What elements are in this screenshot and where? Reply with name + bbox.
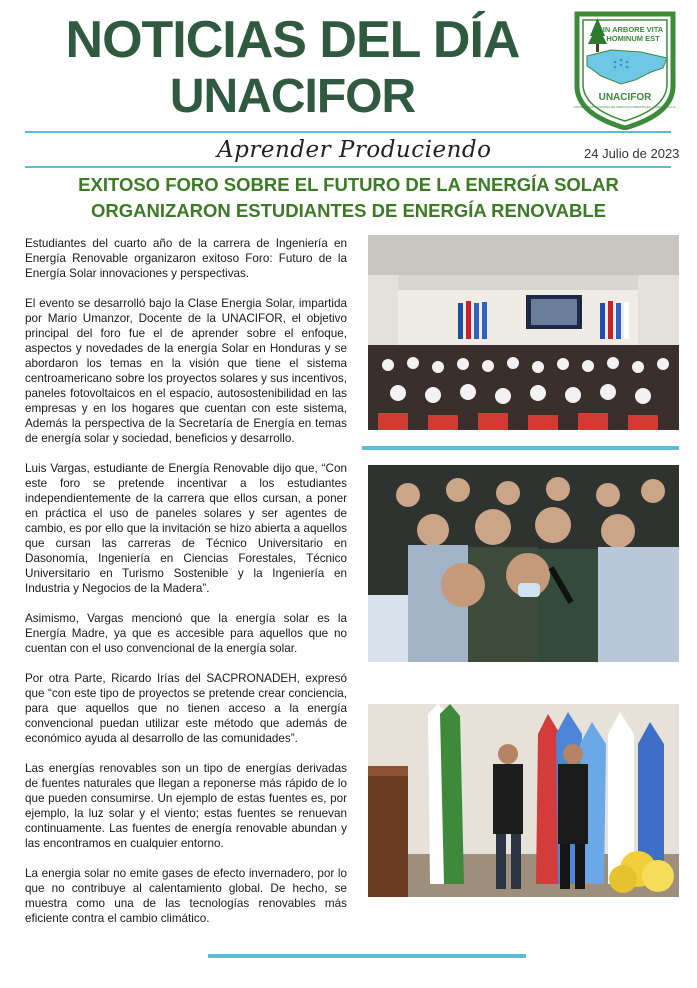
auditorium-photo xyxy=(368,235,679,430)
divider-top xyxy=(25,131,671,133)
logo-motto-line2: HOMINUM EST xyxy=(606,34,660,43)
issue-date: 24 Julio de 2023 xyxy=(584,146,680,161)
article-body xyxy=(25,236,347,941)
divider-middle xyxy=(25,166,671,168)
logo-name: UNACIFOR xyxy=(598,92,652,103)
unacifor-logo xyxy=(571,10,679,130)
masthead-title: NOTICIAS DEL DÍA xyxy=(65,11,520,69)
paragraph: Asimismo, Vargas mencionó que la energía solar es la Energía Madre, ya que es accesible para aquellos que no cuentan con el uso convencional de la energía solar. xyxy=(25,612,347,655)
headline-line2: ORGANIZARON ESTUDIANTES DE ENERGÍA RENOVABLE xyxy=(91,200,606,221)
paragraph: Luis Vargas, estudiante de Energía Renovable dijo que, “Con este foro se pretende incentivar a los estudiantes independientemente de la carrera que ellos cursan, a poner en práctica el uso de paneles solares y ser agentes de cambio, es por ello que la invitación se hizo abierta a aquellos que cursan las carreras de Técnico Universitario en Dasonomía, Ingeniería en Ciencias Forestales, Técnico Universitario en Turismo Sostenible y la Ingeniería en Industria y Negocios de la Madera”. xyxy=(25,462,347,595)
motto: Aprender Produciendo xyxy=(217,137,492,163)
divider-bottom xyxy=(208,954,526,958)
logo-subtitle: UNIVERSIDAD NACIONAL DE CIENCIAS FORESTALES, HONDURAS C.A. xyxy=(573,105,677,109)
students-photo xyxy=(368,465,679,662)
paragraph: Las energías renovables son un tipo de energías derivadas de fuentes naturales que llegan a reponerse más rápido de lo que pueden consumirse. Un ejemplo de estas fuentes es, por ejemplo, la luz solar y el viento; estas fuentes se renuevan continuamente. Las fuentes de energía renovable abundan y las encontramos en cualquier entorno. xyxy=(25,762,347,850)
masthead-subtitle: UNACIFOR xyxy=(169,70,416,123)
paragraph: El evento se desarrolló bajo la Clase Energia Solar, impartida por Mario Umanzor, Docente de la UNACIFOR, el objetivo principal del foro fue el de aprender sobre el enfoque, aspectos y novedades de la energía Solar en Honduras y se abordaron los temas en la visión que tiene el sistema centroamericano sobre los proyectos solares y sus incentivos, paneles fotovoltaicos en el espacio, autosostenibilidad en las empresas y en los hogares que cuentan con este sistema, Además la perspectiva de la Secretaría de Energía en temas de energía solar y sociedad, beneficios y desarrollo. xyxy=(25,297,347,445)
paragraph: La energia solar no emite gases de efecto invernadero, por lo que no contribuye al calentamiento global. De hecho, se muestra como una de las tecnologías renovables más eficiente contra el cambio climático. xyxy=(25,867,347,925)
logo-motto-line1: IN ARBORE VITA xyxy=(602,25,664,34)
photo-divider xyxy=(362,446,679,450)
shield-icon xyxy=(571,10,679,130)
speakers-photo xyxy=(368,704,679,897)
paragraph: Por otra Parte, Ricardo Irías del SACPRONADEH, expresó que “con este tipo de proyectos se pretende crear conciencia, para que aquellos que no tienen acceso a la energía convencional puedan utilizar este método que además de económico ayuda al desarrollo de las comunidades”. xyxy=(25,672,347,745)
headline-line1: EXITOSO FORO SOBRE EL FUTURO DE LA ENERGÍA SOLAR xyxy=(78,174,619,195)
paragraph: Estudiantes del cuarto año de la carrera de Ingeniería en Energía Renovable organizaron exitoso Foro: Futuro de la Energía Solar innovaciones y perspectivas. xyxy=(25,237,347,280)
